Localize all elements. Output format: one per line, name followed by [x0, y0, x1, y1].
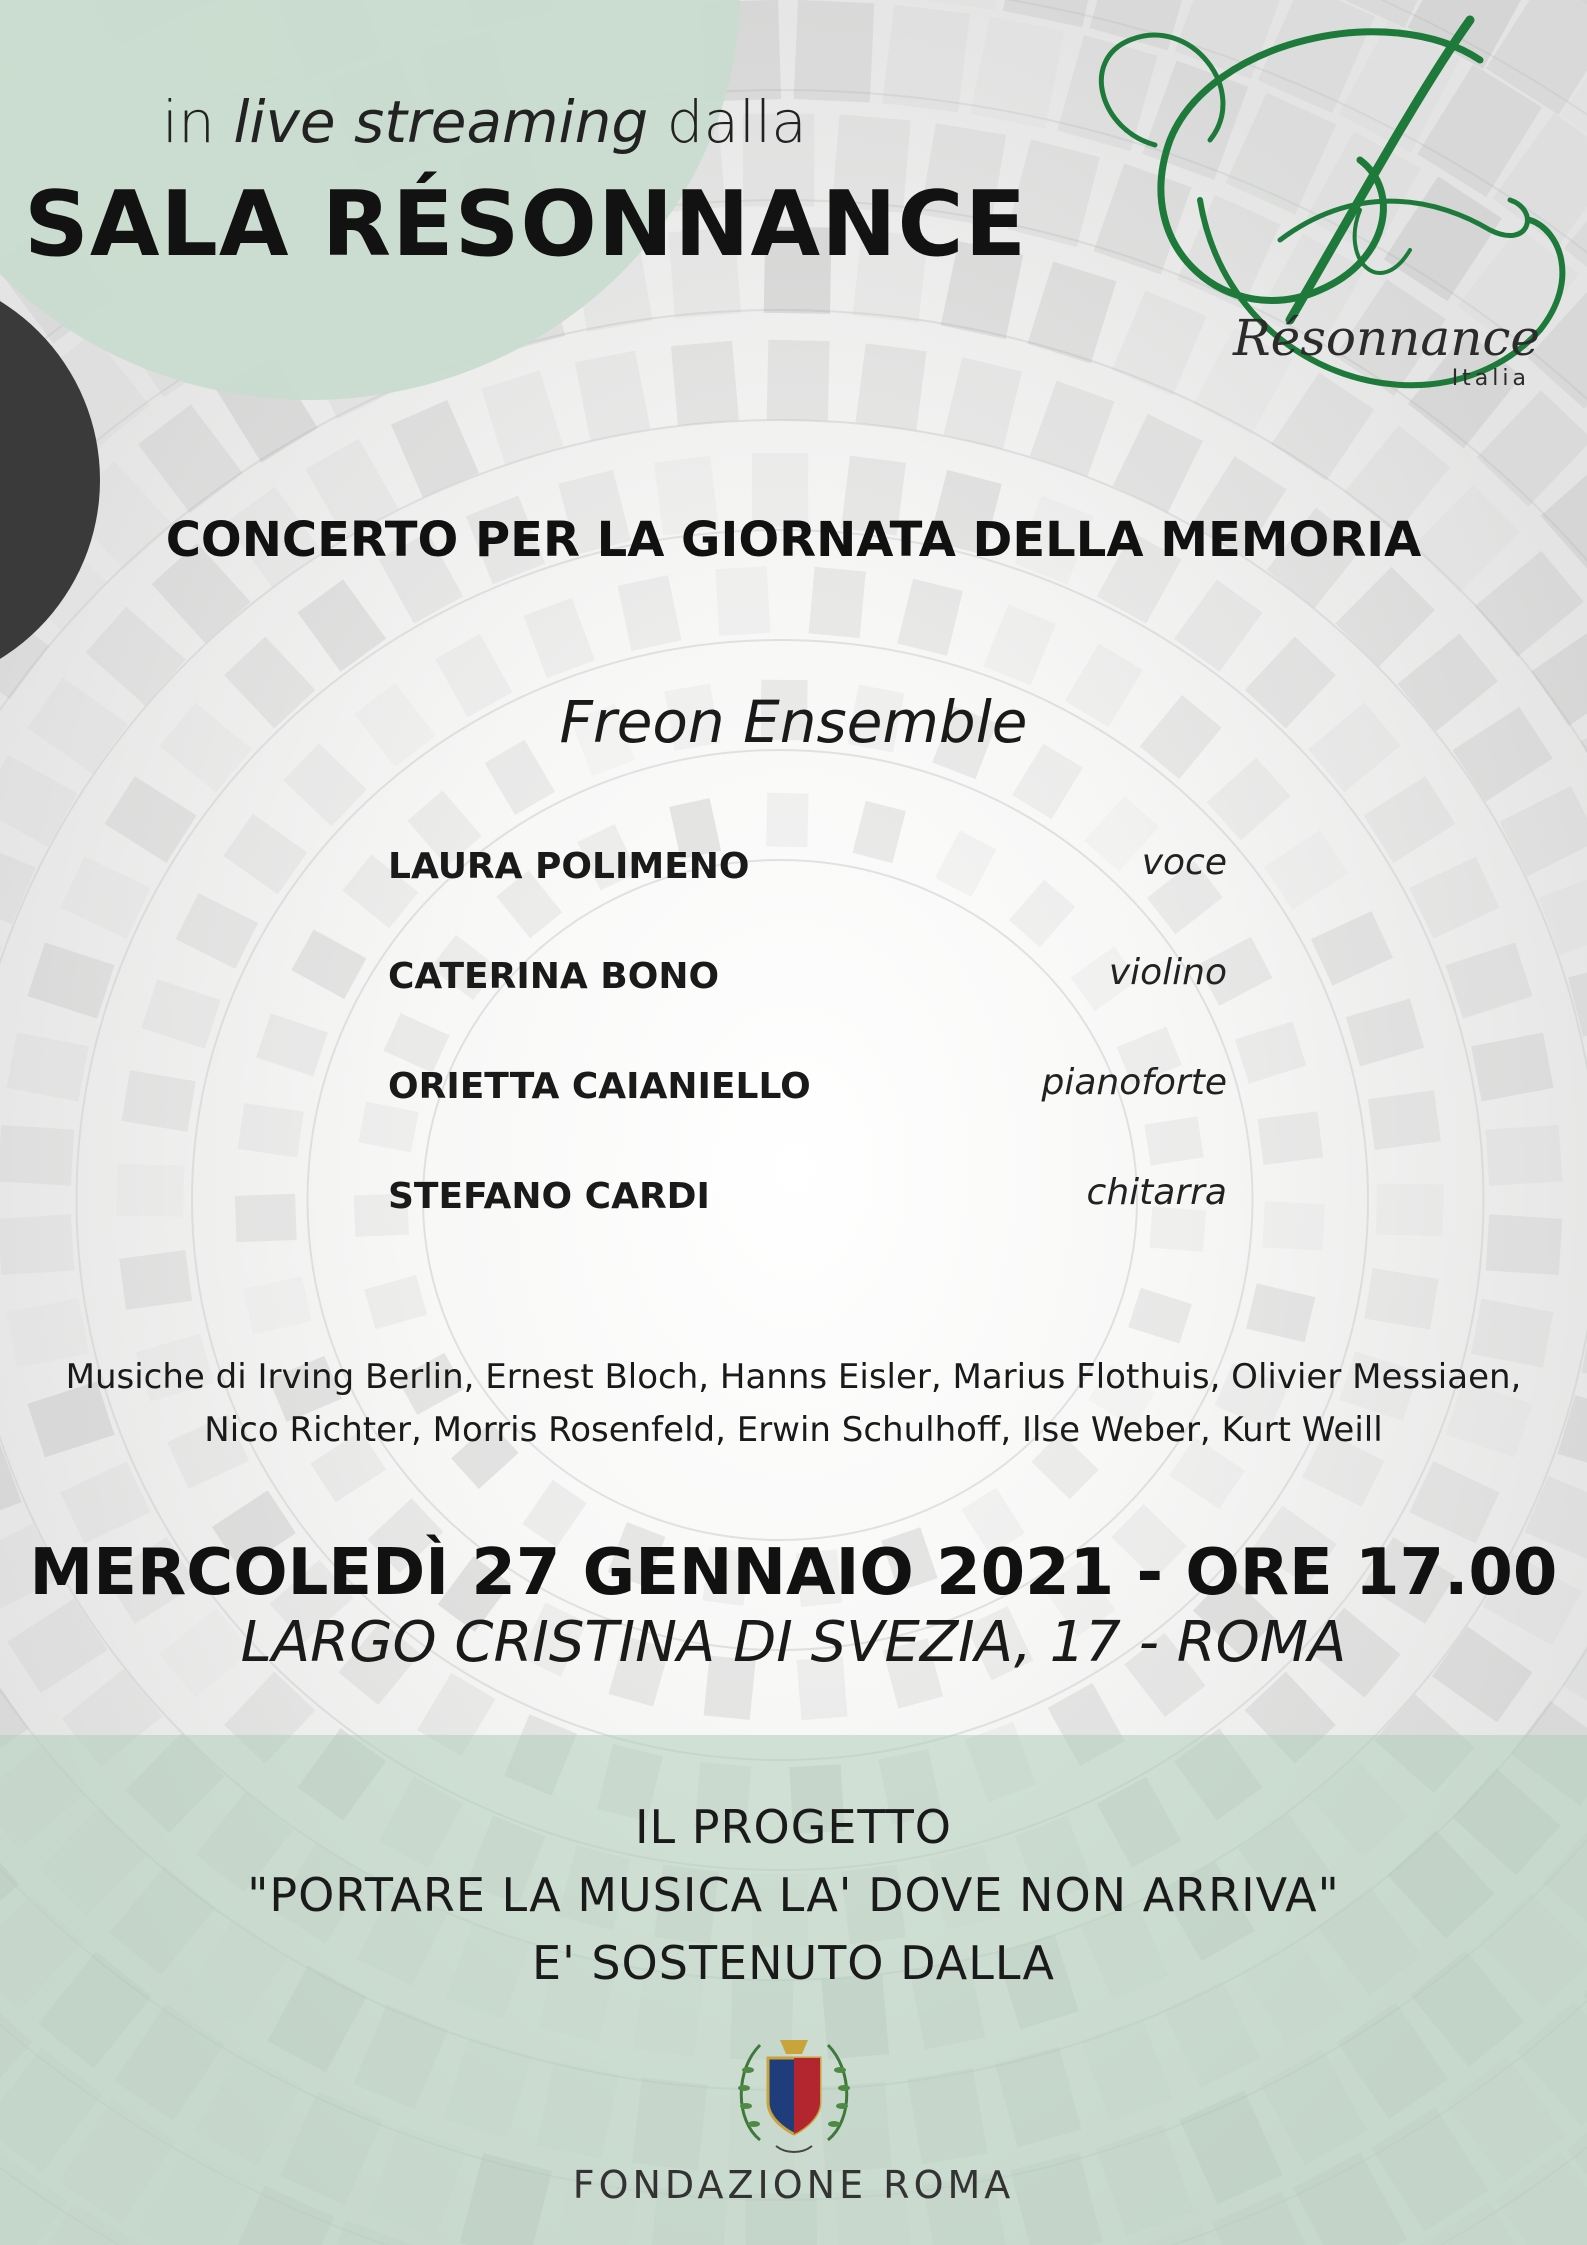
- background-photo-tile: [856, 343, 927, 430]
- performer-role: voce: [1141, 842, 1227, 883]
- background-photo-tile: [1376, 1183, 1443, 1235]
- background-photo-tile: [122, 1070, 196, 1132]
- resonnance-logo: [1060, 0, 1570, 450]
- logo-script-text: Résonnance: [1232, 309, 1540, 367]
- live-prefix: in: [162, 88, 215, 156]
- composers-line: Nico Richter, Morris Rosenfeld, Erwin Schulhoff, Ilse Weber, Kurt Weill: [204, 1410, 1383, 1450]
- performer-name: LAURA POLIMENO: [388, 846, 750, 887]
- background-photo-tile: [766, 793, 808, 847]
- background-photo-tile: [119, 1250, 192, 1310]
- performer-role: chitarra: [1086, 1172, 1227, 1213]
- live-streaming-line: [162, 88, 807, 156]
- background-photo-tile: [1149, 1206, 1206, 1251]
- background-photo-tile: [1364, 1268, 1438, 1330]
- background-photo-tile: [1486, 1214, 1563, 1275]
- background-photo-tile: [671, 341, 739, 426]
- background-photo-tile: [767, 340, 830, 421]
- support-line: E' SOSTENUTO DALLA: [532, 1936, 1055, 1990]
- performer-role: pianoforte: [1041, 1062, 1227, 1103]
- background-photo-tile: [1258, 1111, 1324, 1165]
- concert-title: CONCERTO PER LA GIORNATA DELLA MEMORIA: [165, 512, 1422, 568]
- background-photo-tile: [116, 1164, 183, 1216]
- live-italic: live streaming: [233, 88, 649, 156]
- performer-role: violino: [1108, 952, 1227, 993]
- background-photo-tile: [809, 567, 866, 638]
- background-photo-tile: [1262, 1201, 1325, 1250]
- background-photo-tile: [0, 1125, 74, 1186]
- background-photo-tile: [1486, 1125, 1563, 1186]
- background-photo-tile: [715, 566, 770, 636]
- composers-line: Musiche di Irving Berlin, Ernest Bloch, Hanns Eisler, Marius Flothuis, Olivier Messiaen,: [65, 1357, 1522, 1397]
- support-line: IL PROGETTO: [634, 1800, 953, 1854]
- ensemble-name: Freon Ensemble: [559, 688, 1028, 756]
- foundation-name: FONDAZIONE ROMA: [572, 2163, 1015, 2207]
- performer-name: ORIETTA CAIANIELLO: [388, 1066, 811, 1107]
- event-date: MERCOLEDÌ 27 GENNAIO 2021 - ORE 17.00: [29, 1536, 1558, 1610]
- background-photo-tile: [235, 1194, 297, 1242]
- background-photo-tile: [1144, 1116, 1203, 1165]
- fondazione-roma-emblem: [730, 2030, 858, 2158]
- background-photo-tile: [882, 5, 970, 113]
- background-photo-tile: [238, 1103, 304, 1157]
- logo-sub-text: Italia: [1451, 366, 1530, 391]
- performer-name: CATERINA BONO: [388, 956, 720, 997]
- support-project-name: "PORTARE LA MUSICA LA' DOVE NON ARRIVA": [247, 1868, 1340, 1922]
- venue-title: SALA RÉSONNANCE: [24, 172, 1028, 277]
- background-photo-tile: [1368, 1090, 1441, 1150]
- background-photo-tile: [0, 1214, 74, 1275]
- live-suffix: dalla: [666, 88, 807, 156]
- performer-name: STEFANO CARDI: [388, 1176, 710, 1217]
- event-place: LARGO CRISTINA DI SVEZIA, 17 - ROMA: [240, 1610, 1347, 1675]
